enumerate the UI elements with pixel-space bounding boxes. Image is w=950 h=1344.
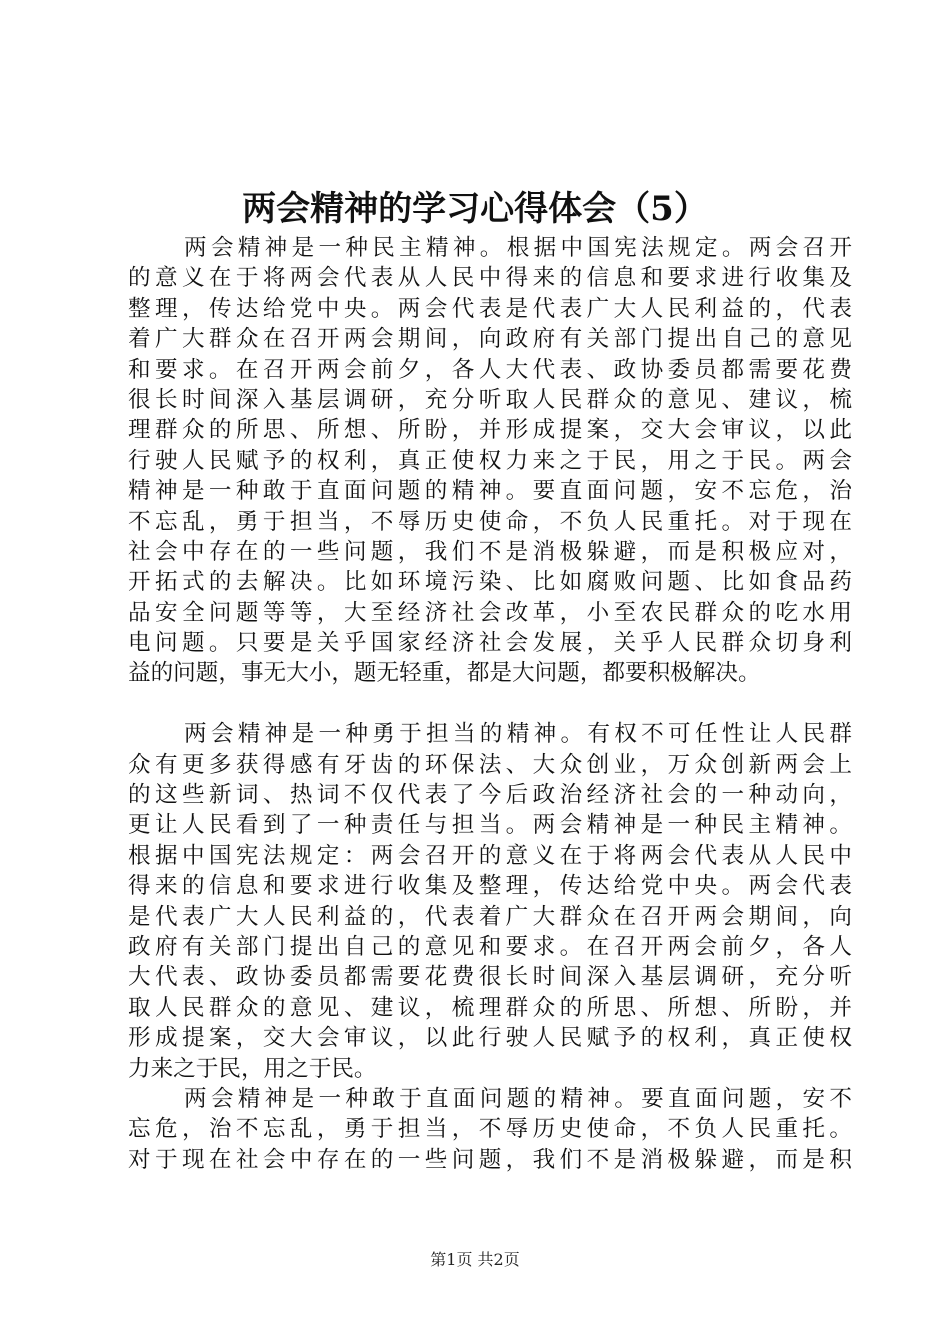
- text-line: 行驶人民赋予的权利，真正使权力来之于民，用之于民。两会: [128, 447, 852, 474]
- text-line: 大代表、政协委员都需要花费很长时间深入基层调研，充分听: [128, 964, 852, 991]
- text-line: 更让人民看到了一种责任与担当。两会精神是一种民主精神。: [128, 812, 852, 839]
- text-line: 两会精神是一种勇于担当的精神。有权不可任性让人民群: [184, 721, 852, 748]
- text-line: 两会精神是一种敢于直面问题的精神。要直面问题，安不: [184, 1085, 852, 1112]
- text-line: 理群众的所思、所想、所盼，并形成提案，交大会审议，以此: [128, 417, 852, 444]
- text-line: 取人民群众的意见、建议，梳理群众的所思、所想、所盼，并: [128, 994, 852, 1021]
- text-line: 形成提案，交大会审议，以此行驶人民赋予的权利，真正使权: [128, 1025, 852, 1052]
- text-line: 开拓式的去解决。比如环境污染、比如腐败问题、比如食品药: [128, 569, 852, 596]
- paragraph-2: [128, 719, 852, 1084]
- page-number-footer: 第1页 共2页: [430, 1250, 520, 1269]
- text-line: 政府有关部门提出自己的意见和要求。在召开两会前夕，各人: [128, 933, 852, 960]
- text-line: 精神是一种敢于直面问题的精神。要直面问题，安不忘危，治: [128, 478, 852, 505]
- text-line: 力来之于民，用之于民。: [128, 1055, 377, 1082]
- text-line: 品安全问题等等，大至经济社会改革，小至农民群众的吃水用: [128, 599, 852, 626]
- text-line: 两会精神是一种民主精神。根据中国宪法规定。两会召开: [184, 235, 852, 261]
- text-line: 和要求。在召开两会前夕，各人大代表、政协委员都需要花费: [128, 356, 852, 383]
- text-line: 益的问题，事无大小，题无轻重，都是大问题，都要积极解决。: [128, 660, 761, 687]
- text-line: 电问题。只要是关乎国家经济社会发展，关乎人民群众切身利: [128, 630, 852, 657]
- text-line: 着广大群众在召开两会期间，向政府有关部门提出自己的意见: [128, 326, 852, 353]
- text-line: 根据中国宪法规定：两会召开的意义在于将两会代表从人民中: [128, 842, 852, 869]
- text-line: 很长时间深入基层调研，充分听取人民群众的意见、建议，梳: [128, 386, 852, 413]
- text-line: 社会中存在的一些问题，我们不是消极躲避，而是积极应对，: [128, 538, 852, 565]
- text-line: 忘危，治不忘乱，勇于担当，不辱历史使命，不负人民重托。: [128, 1116, 852, 1143]
- text-line: 众有更多获得感有牙齿的环保法、大众创业，万众创新两会上: [128, 751, 852, 778]
- document-title: 两会精神的学习心得体会（5）: [242, 189, 708, 229]
- text-line: 的意义在于将两会代表从人民中得来的信息和要求进行收集及: [128, 265, 852, 292]
- text-line: 对于现在社会中存在的一些问题，我们不是消极躲避，而是积: [128, 1146, 852, 1173]
- document-body: [128, 233, 852, 1175]
- text-line: 不忘乱，勇于担当，不辱历史使命，不负人民重托。对于现在: [128, 508, 852, 535]
- text-line: 的这些新词、热词不仅代表了今后政治经济社会的一种动向，: [128, 782, 852, 809]
- text-line: 是代表广大人民利益的，代表着广大群众在召开两会期间，向: [128, 903, 852, 930]
- paragraph-spacer: [128, 689, 852, 719]
- text-line: 整理，传达给党中央。两会代表是代表广大人民利益的，代表: [128, 295, 852, 322]
- text-line: 得来的信息和要求进行收集及整理，传达给党中央。两会代表: [128, 873, 852, 900]
- paragraph-1: [128, 233, 852, 689]
- paragraph-3: [128, 1084, 852, 1175]
